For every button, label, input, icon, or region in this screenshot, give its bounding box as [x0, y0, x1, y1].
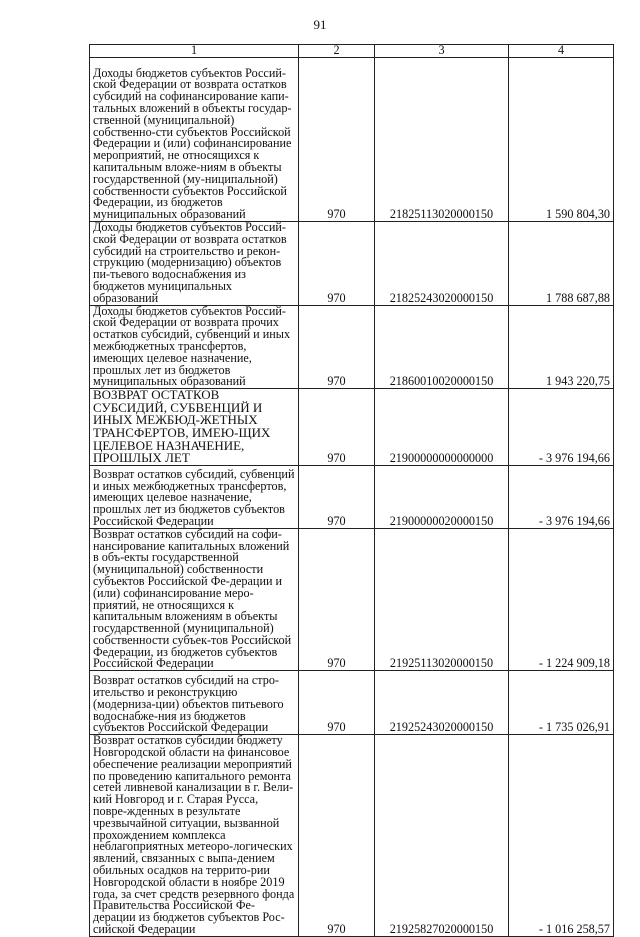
amount-cell: - 1 735 026,91 [509, 671, 614, 735]
table-row [90, 735, 614, 937]
column-number-4: 4 [509, 45, 614, 58]
revenue-name-cell: Возврат остатков субсидий на стро-ительство и реконструкцию (модерниза-ции) объектов питьевого водоснабже-ния из бюджетов субъектов Российской Федерации [90, 671, 299, 735]
budget-classification-code-cell: 21900000000000000 [375, 389, 509, 466]
budget-classification-code-cell: 21900000020000150 [375, 465, 509, 528]
admin-code-cell: 970 [299, 222, 375, 306]
admin-code-cell: 970 [299, 465, 375, 528]
admin-code-cell: 970 [299, 528, 375, 671]
amount-cell: - 1 224 909,18 [509, 528, 614, 671]
amount-cell: 1 943 220,75 [509, 305, 614, 389]
revenue-name-cell: Доходы бюджетов субъектов Россий-ской Федерации от возврата остатков субсидий на строительство и рекон-струкцию (модернизацию) объектов пи-тьевого водоснабжения из бюджетов муниципальных образований [90, 222, 299, 306]
revenue-name-cell: Возврат остатков субсидии бюджету Новгородской области на финансовое обеспечение реализации мероприятий по проведению капитального ремонта сетей ливневой канализации в г. Вели-кий Новгород и г. Старая Русса, повре-жденных в результате чрезвычайной ситуации, вызванной прохождением комплекса неблагоприятных метеоро-логических явлений, связанных с выпа-дением обильных осадков на террито-рии Новгородской области в ноябре 2019 года, за счет средств резервного фонда Правительства Российской Фе-дерации из бюджетов субъектов Рос-сийской Федерации [90, 735, 299, 937]
revenue-name-cell: Возврат остатков субсидий на софи-нансирование капитальных вложений в объ-екты государственной (муниципальной) собственности субъектов Российской Фе-дерации и (или) софинансирование меро-приятий, не относящихся к капитальным вложениям в объекты государственной (муниципальной) собственности субъек-тов Российской Федерации, из бюджетов субъектов Российской Федерации [90, 528, 299, 671]
revenue-name-cell: ВОЗВРАТ ОСТАТКОВ СУБСИДИЙ, СУБВЕНЦИЙ И ИНЫХ МЕЖБЮД-ЖЕТНЫХ ТРАНСФЕРТОВ, ИМЕЮ-ЩИХ ЦЕЛЕВОЕ НАЗНАЧЕНИЕ, ПРОШЛЫХ ЛЕТ [90, 389, 299, 466]
admin-code-cell: 970 [299, 671, 375, 735]
budget-revenue-table [89, 44, 614, 937]
admin-code-cell: 970 [299, 389, 375, 466]
amount-cell: - 1 016 258,57 [509, 735, 614, 937]
budget-classification-code-cell: 21825113020000150 [375, 58, 509, 222]
column-number-3: 3 [375, 45, 509, 58]
revenue-name-cell: Возврат остатков субсидий, субвенций и иных межбюджетных трансфертов, имеющих целевое назначение, прошлых лет из бюджетов субъектов Российской Федерации [90, 465, 299, 528]
amount-cell: - 3 976 194,66 [509, 389, 614, 466]
page-number: 91 [313, 17, 327, 32]
budget-classification-code-cell: 21825243020000150 [375, 222, 509, 306]
table-row [90, 528, 614, 671]
amount-cell: - 3 976 194,66 [509, 465, 614, 528]
table-row [90, 671, 614, 735]
revenue-name-cell: Доходы бюджетов субъектов Россий-ской Федерации от возврата прочих остатков субсидий, субвенций и иных межбюджетных трансфертов, имеющих целевое назначение, прошлых лет из бюджетов муниципальных образований [90, 305, 299, 389]
admin-code-cell: 970 [299, 58, 375, 222]
revenue-name-cell: Доходы бюджетов субъектов Россий-ской Федерации от возврата остатков субсидий на софинансирование капи-тальных вложений в объекты государ-ственной (муниципальной) собственно-сти субъектов Российской Федерации и (или) софинансирование мероприятий, не относящихся к капитальным вложе-ниям в объекты государственной (му-ниципальной) собственности субъектов Российской Федерации, из бюджетов муниципальных образований [90, 58, 299, 222]
table-row [90, 58, 614, 222]
table-row [90, 389, 614, 466]
column-number-2: 2 [299, 45, 375, 58]
table-row [90, 305, 614, 389]
amount-cell: 1 590 804,30 [509, 58, 614, 222]
budget-classification-code-cell: 21860010020000150 [375, 305, 509, 389]
column-number-header-row [90, 45, 614, 58]
admin-code-cell: 970 [299, 305, 375, 389]
table-row [90, 465, 614, 528]
budget-classification-code-cell: 21925113020000150 [375, 528, 509, 671]
amount-cell: 1 788 687,88 [509, 222, 614, 306]
budget-classification-code-cell: 21925827020000150 [375, 735, 509, 937]
table-row [90, 222, 614, 306]
admin-code-cell: 970 [299, 735, 375, 937]
budget-classification-code-cell: 21925243020000150 [375, 671, 509, 735]
column-number-1: 1 [90, 45, 299, 58]
